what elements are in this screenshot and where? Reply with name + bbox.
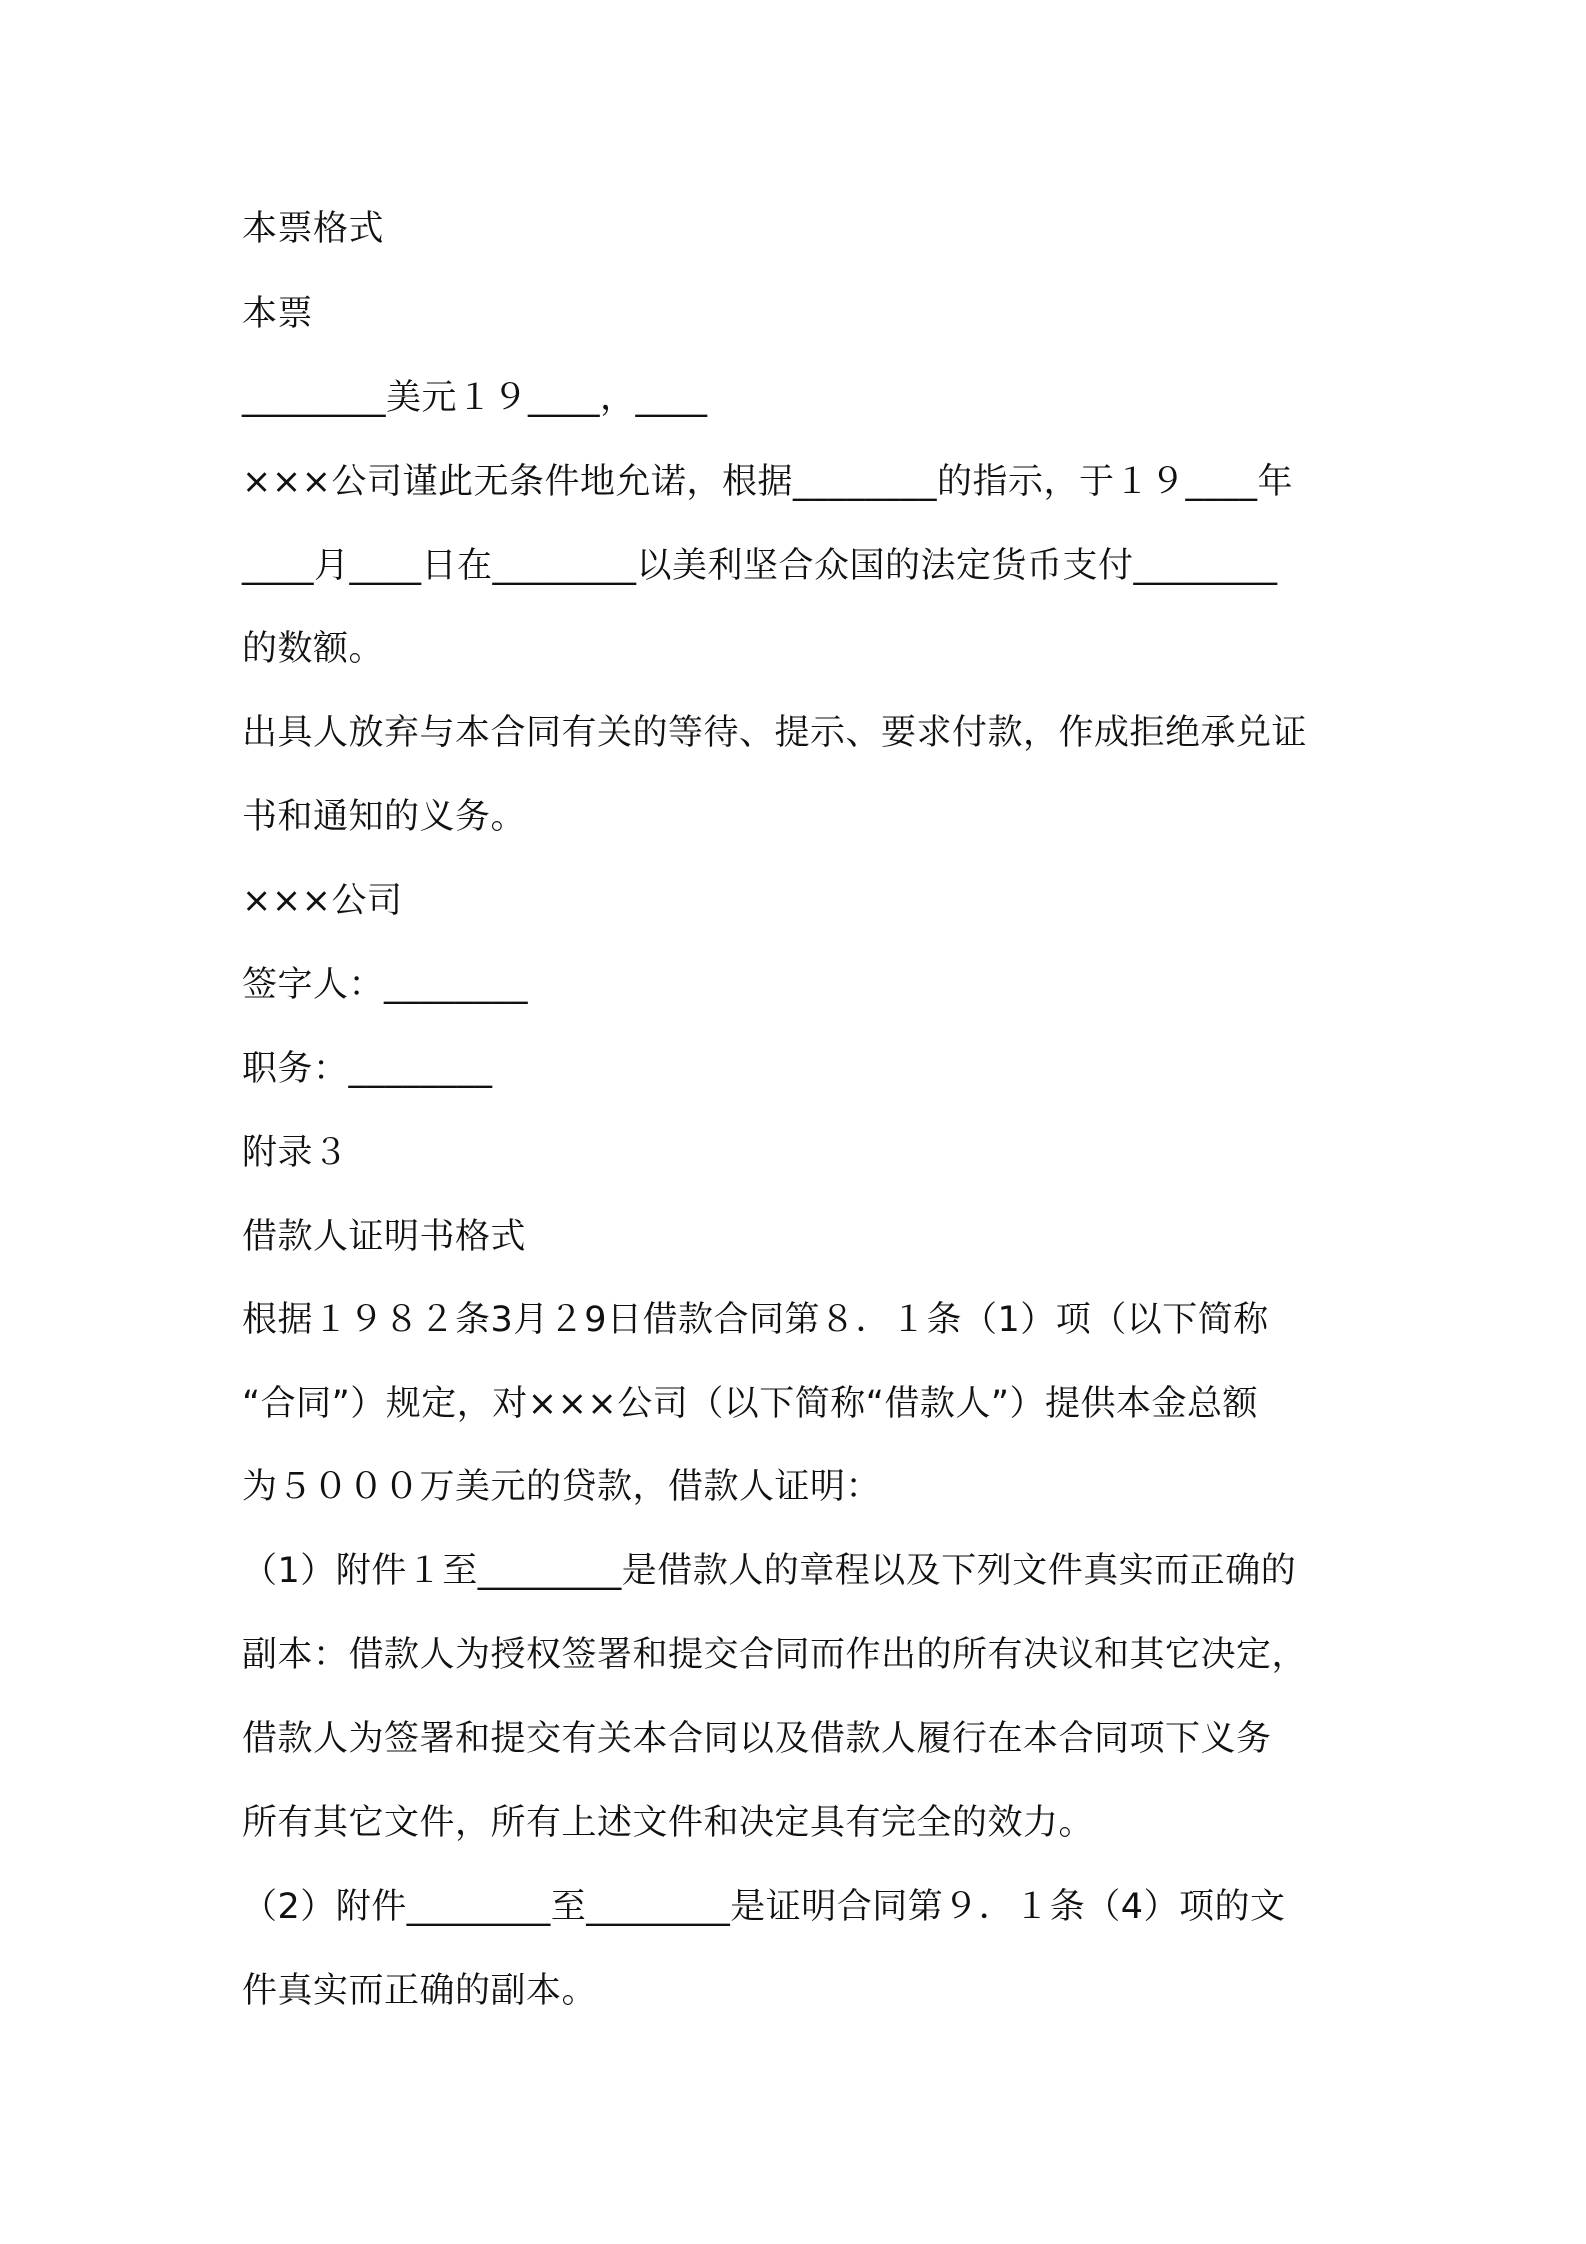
paragraph-line: （2）附件________至________是证明合同第９．１条（4）项的文 (242, 1887, 1286, 1927)
title-field: 职务：________ (242, 1049, 493, 1089)
paragraph-line: 件真实而正确的副本。 (242, 1971, 598, 2011)
appendix-heading: 附录３ (242, 1133, 349, 1173)
paragraph-line: 为５０００万美元的贷款，借款人证明： (242, 1467, 882, 1507)
signatory-field: 签字人：________ (242, 965, 529, 1005)
paragraph-line: ____月____日在________以美利坚合众国的法定货币支付________ (242, 546, 1278, 586)
amount-date-line: ________美元１９____，____ (242, 378, 708, 418)
paragraph-line: ×××公司谨此无条件地允诺，根据________的指示，于１９____年 (242, 462, 1293, 502)
paragraph-line: 的数额。 (242, 629, 385, 669)
paragraph-line: 书和通知的义务。 (242, 797, 527, 837)
paragraph-line: （1）附件１至________是借款人的章程以及下列文件真实而正确的 (242, 1551, 1297, 1591)
paragraph-line: 所有其它文件，所有上述文件和决定具有完全的效力。 (242, 1803, 1095, 1843)
paragraph-line: 副本：借款人为授权签署和提交合同而作出的所有决议和其它决定， (242, 1635, 1308, 1675)
heading-promissory-note: 本票 (242, 294, 314, 334)
paragraph-line: 根据１９８２条3月２9日借款合同第８．１条（1）项（以下简称 (242, 1300, 1269, 1340)
company-name: ×××公司 (242, 881, 403, 921)
paragraph-line: 出具人放弃与本合同有关的等待、提示、要求付款，作成拒绝承兑证 (242, 713, 1308, 753)
certificate-format-heading: 借款人证明书格式 (242, 1217, 527, 1257)
paragraph-line: 借款人为签署和提交有关本合同以及借款人履行在本合同项下义务 (242, 1719, 1272, 1759)
heading-promissory-note-format: 本票格式 (242, 209, 385, 249)
paragraph-line: “合同”）规定，对×××公司（以下简称“借款人”）提供本金总额 (242, 1384, 1259, 1424)
